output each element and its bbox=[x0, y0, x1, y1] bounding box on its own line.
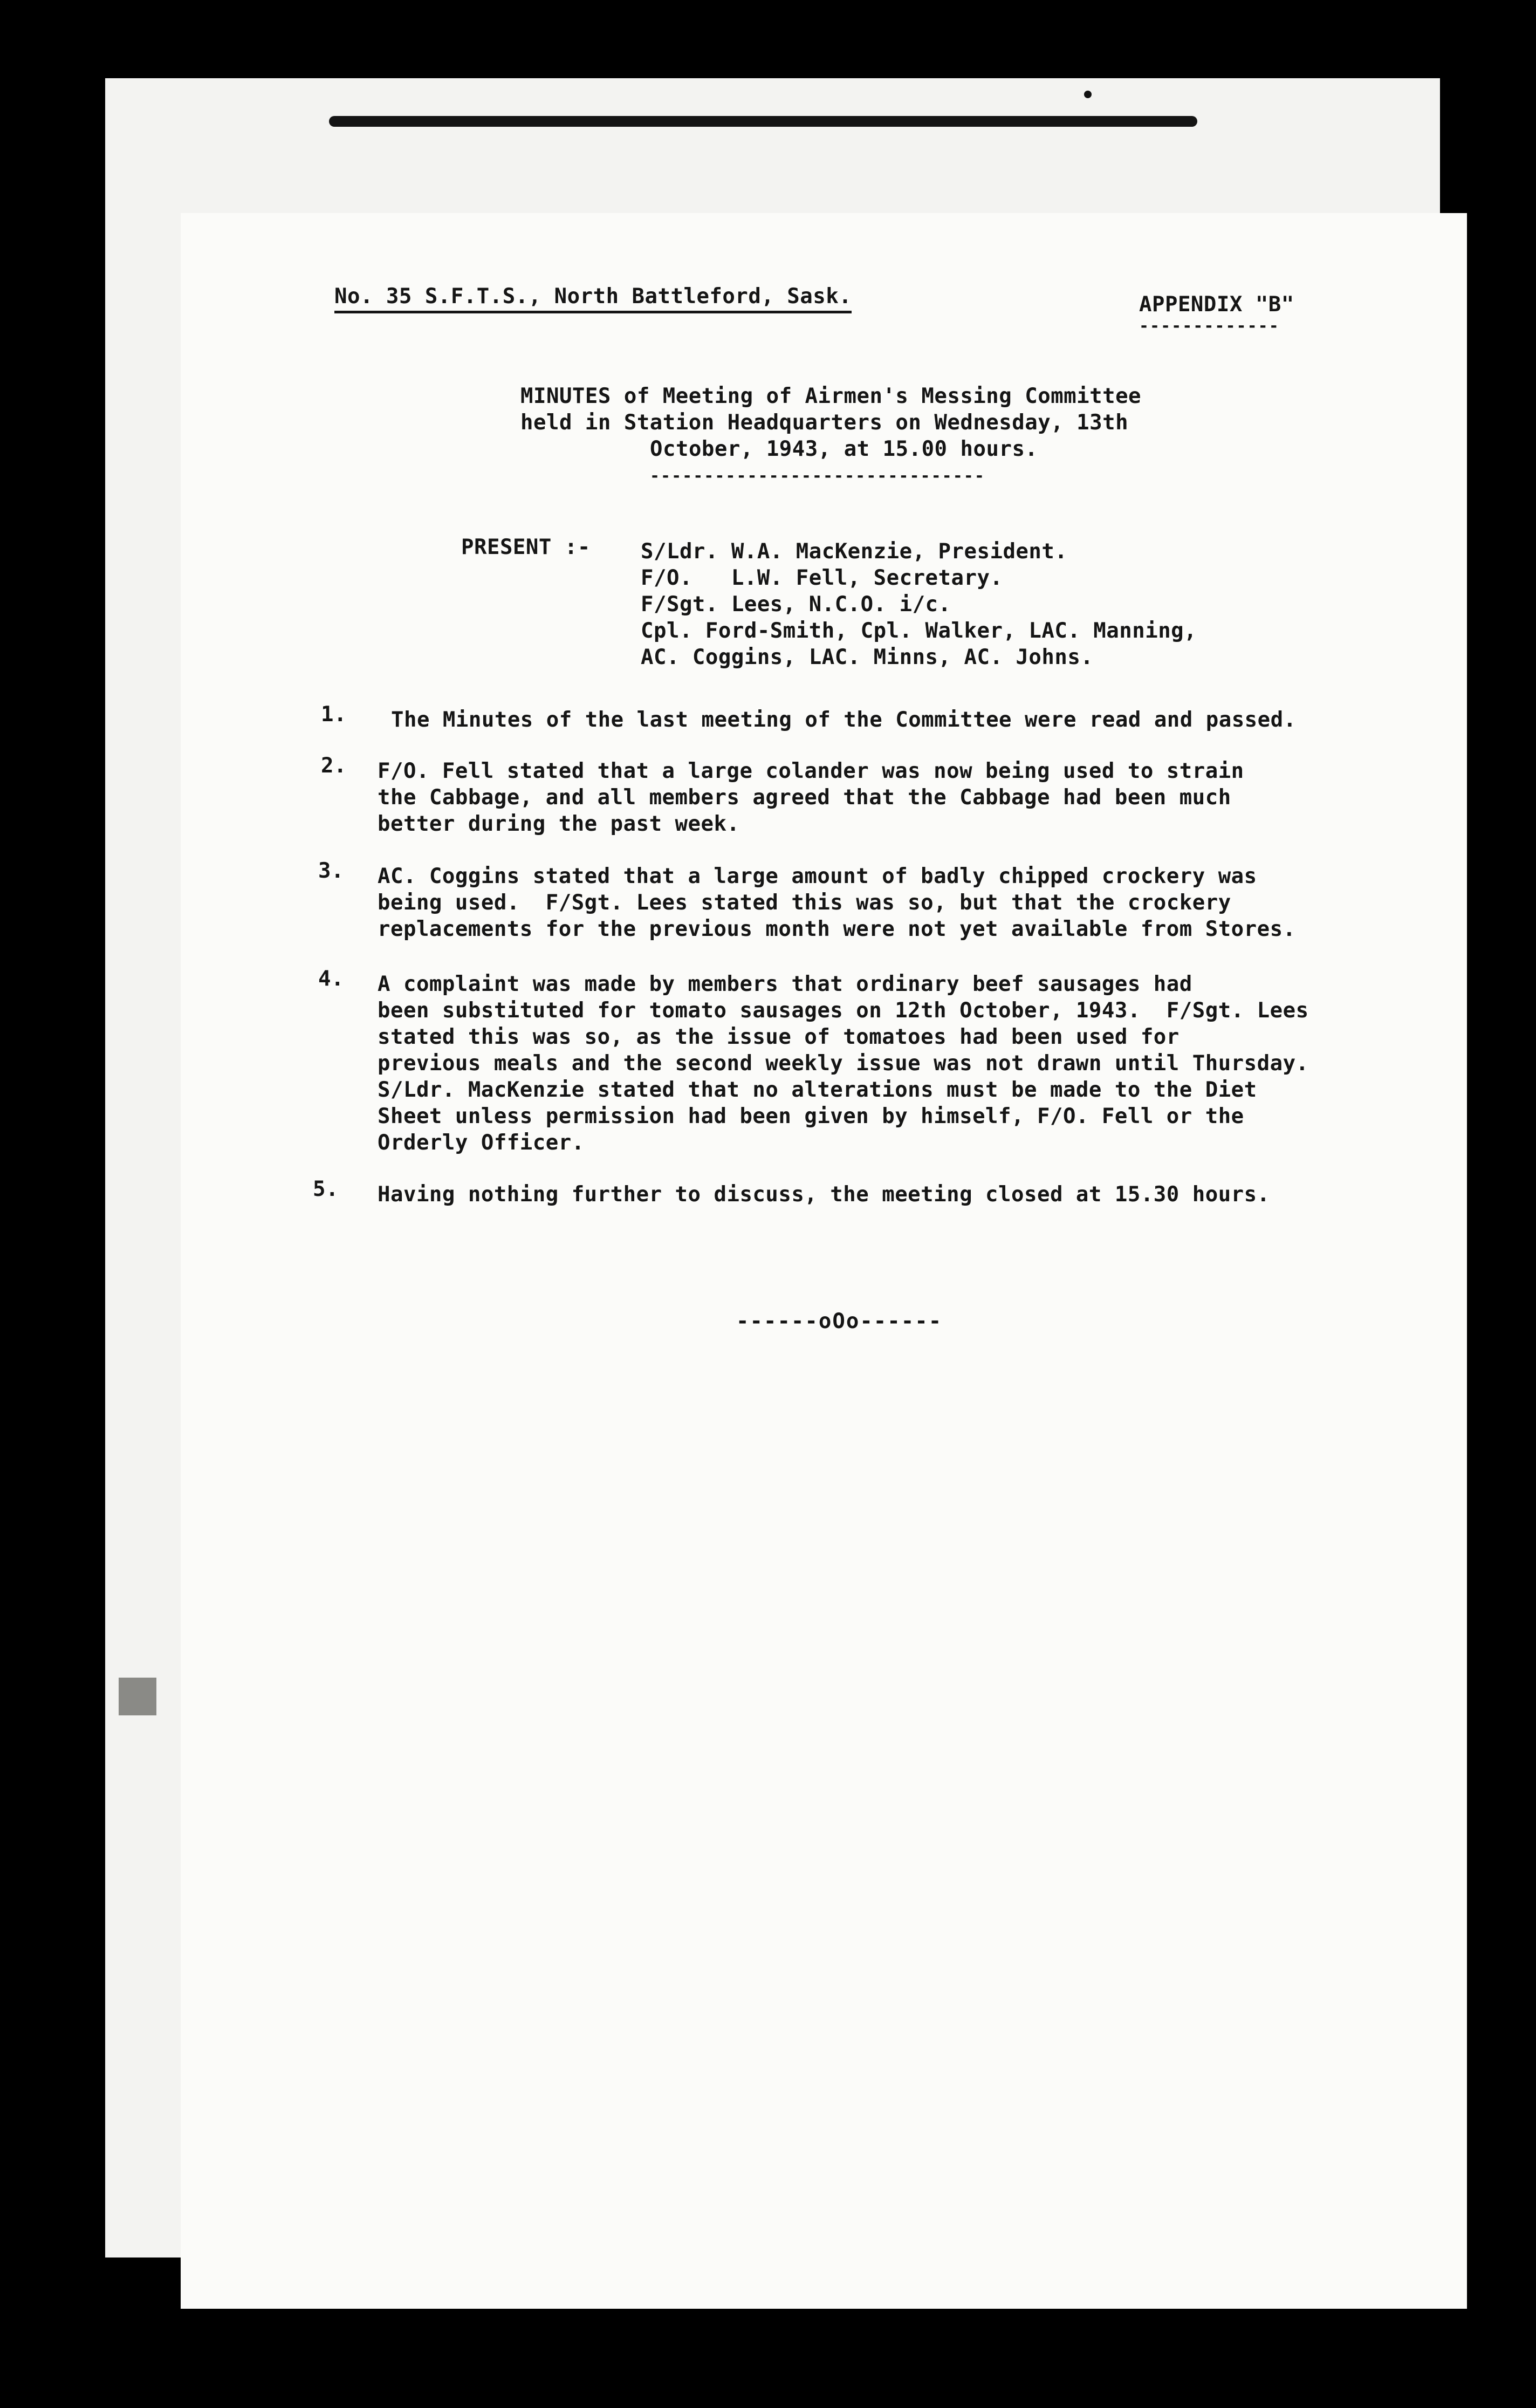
title-line: MINUTES of Meeting of Airmen's Messing Committee bbox=[520, 384, 1142, 408]
present-label: PRESENT :- bbox=[461, 535, 591, 559]
item-number: 2. bbox=[321, 754, 347, 778]
present-line: S/Ldr. W.A. MacKenzie, President. bbox=[641, 539, 1068, 564]
title-line: held in Station Headquarters on Wednesday, 13th bbox=[520, 411, 1129, 435]
item-line: the Cabbage, and all members agreed that the Cabbage had been much bbox=[378, 785, 1231, 810]
item-line: previous meals and the second weekly issue was not drawn until Thursday. bbox=[378, 1051, 1309, 1076]
title-line: October, 1943, at 15.00 hours. bbox=[650, 437, 1038, 461]
present-line: AC. Coggins, LAC. Minns, AC. Johns. bbox=[641, 645, 1094, 669]
document-page bbox=[181, 213, 1467, 2309]
station-header: No. 35 S.F.T.S., North Battleford, Sask. bbox=[334, 283, 852, 313]
present-line: F/O. L.W. Fell, Secretary. bbox=[641, 566, 1003, 590]
back-page-rule bbox=[329, 116, 1197, 127]
item-line: being used. F/Sgt. Lees stated this was so, but that the crockery bbox=[378, 891, 1231, 915]
item-number: 3. bbox=[318, 859, 344, 883]
page-flap bbox=[119, 1678, 156, 1715]
item-line: Orderly Officer. bbox=[378, 1131, 585, 1155]
item-line: stated this was so, as the issue of tomatoes had been used for bbox=[378, 1025, 1180, 1049]
item-line: Sheet unless permission had been given by himself, F/O. Fell or the bbox=[378, 1104, 1244, 1128]
item-line: replacements for the previous month were not yet available from Stores. bbox=[378, 917, 1296, 941]
item-line: The Minutes of the last meeting of the Committee were read and passed. bbox=[391, 708, 1297, 732]
present-line: Cpl. Ford-Smith, Cpl. Walker, LAC. Manning, bbox=[641, 619, 1197, 643]
item-line: better during the past week. bbox=[378, 812, 740, 836]
appendix-label: APPENDIX "B" bbox=[1139, 292, 1294, 317]
item-number: 5. bbox=[313, 1177, 339, 1201]
item-line: been substituted for tomato sausages on 12th October, 1943. F/Sgt. Lees bbox=[378, 998, 1309, 1023]
item-number: 4. bbox=[318, 967, 344, 991]
item-line: F/O. Fell stated that a large colander was now being used to strain bbox=[378, 759, 1244, 783]
item-number: 1. bbox=[321, 702, 347, 727]
appendix-rule: ------------- bbox=[1139, 317, 1280, 336]
item-line: S/Ldr. MacKenzie stated that no alterations must be made to the Diet bbox=[378, 1078, 1257, 1102]
item-line: AC. Coggins stated that a large amount of badly chipped crockery was bbox=[378, 864, 1257, 888]
end-mark: ------oOo------ bbox=[736, 1309, 943, 1333]
ink-dot bbox=[1084, 91, 1092, 98]
present-line: F/Sgt. Lees, N.C.O. i/c. bbox=[641, 592, 951, 617]
item-line: Having nothing further to discuss, the meeting closed at 15.30 hours. bbox=[378, 1182, 1270, 1207]
title-rule: ------------------------------- bbox=[650, 467, 985, 485]
item-line: A complaint was made by members that ordinary beef sausages had bbox=[378, 972, 1192, 996]
